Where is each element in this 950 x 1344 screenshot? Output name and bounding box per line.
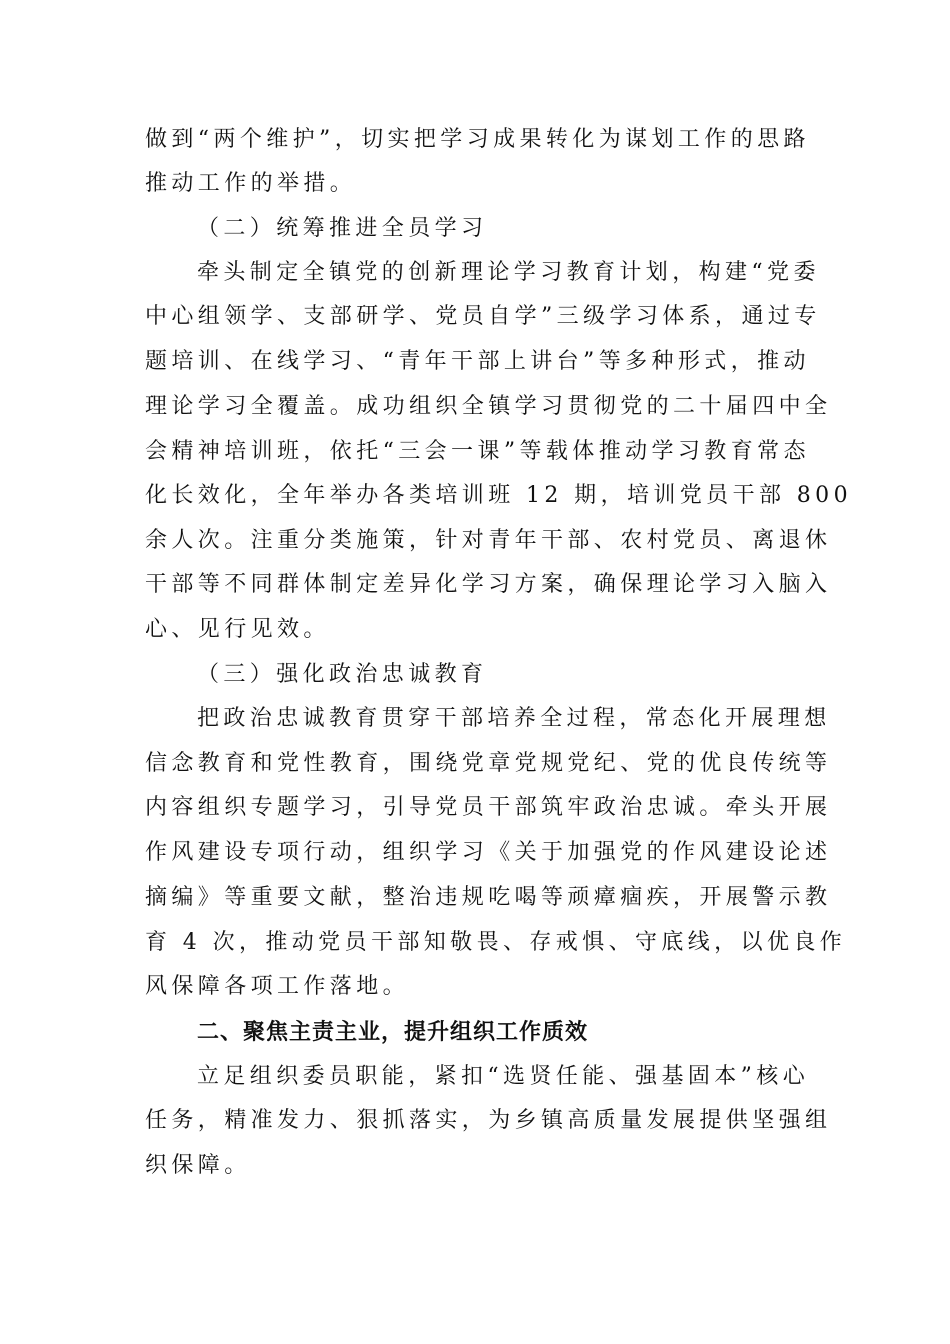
text-line: 牵头制定全镇党的创新理论学习教育计划，构建“党委 (197, 260, 820, 285)
text-line: 心、见行见效。 (145, 617, 330, 642)
text-line: 风保障各项工作落地。 (145, 974, 410, 999)
text-line: 做到“两个维护”，切实把学习成果转化为谋划工作的思路 (145, 127, 810, 152)
text-line: 干部等不同群体制定差异化学习方案，确保理论学习入脑入 (145, 572, 832, 597)
text-line: 把政治忠诚教育贯穿干部培养全过程，常态化开展理想 (197, 706, 831, 731)
text-line: 题培训、在线学习、“青年干部上讲台”等多种形式，推动 (145, 349, 810, 374)
text-line: 育 4 次，推动党员干部知敬畏、存戒惧、守底线，以优良作 (145, 930, 847, 955)
text-line: 作风建设专项行动，组织学习《关于加强党的作风建设论述 (145, 840, 832, 865)
text-line: 余人次。注重分类施策，针对青年干部、农村党员、离退休 (145, 528, 832, 553)
text-line: 任务，精准发力、狠抓落实，为乡镇高质量发展提供坚强组 (145, 1108, 832, 1133)
section-heading: 二、聚焦主责主业，提升组织工作质效 (197, 1020, 589, 1045)
text-line: 中心组领学、支部研学、党员自学”三级学习体系，通过专 (145, 304, 821, 329)
text-line: 理论学习全覆盖。成功组织全镇学习贯彻党的二十届四中全 (145, 394, 832, 419)
text-line: 立足组织委员职能，紧扣“选贤任能、强基固本”核心 (197, 1064, 810, 1089)
text-line: 会精神培训班，依托“三会一课”等载体推动学习教育常态 (145, 439, 810, 464)
text-line: 织保障。 (145, 1153, 251, 1178)
section-subheading: （二）统筹推进全员学习 (197, 216, 488, 241)
text-line: 信念教育和党性教育，围绕党章党规党纪、党的优良传统等 (145, 751, 832, 776)
text-line: 推动工作的举措。 (145, 171, 357, 196)
section-subheading: （三）强化政治忠诚教育 (197, 662, 488, 687)
text-line: 摘编》等重要文献，整治违规吃喝等顽瘴痼疾，开展警示教 (145, 885, 832, 910)
text-line: 化长效化，全年举办各类培训班 12 期，培训党员干部 800 (145, 483, 852, 508)
text-line: 内容组织专题学习，引导党员干部筑牢政治忠诚。牵头开展 (145, 795, 832, 820)
